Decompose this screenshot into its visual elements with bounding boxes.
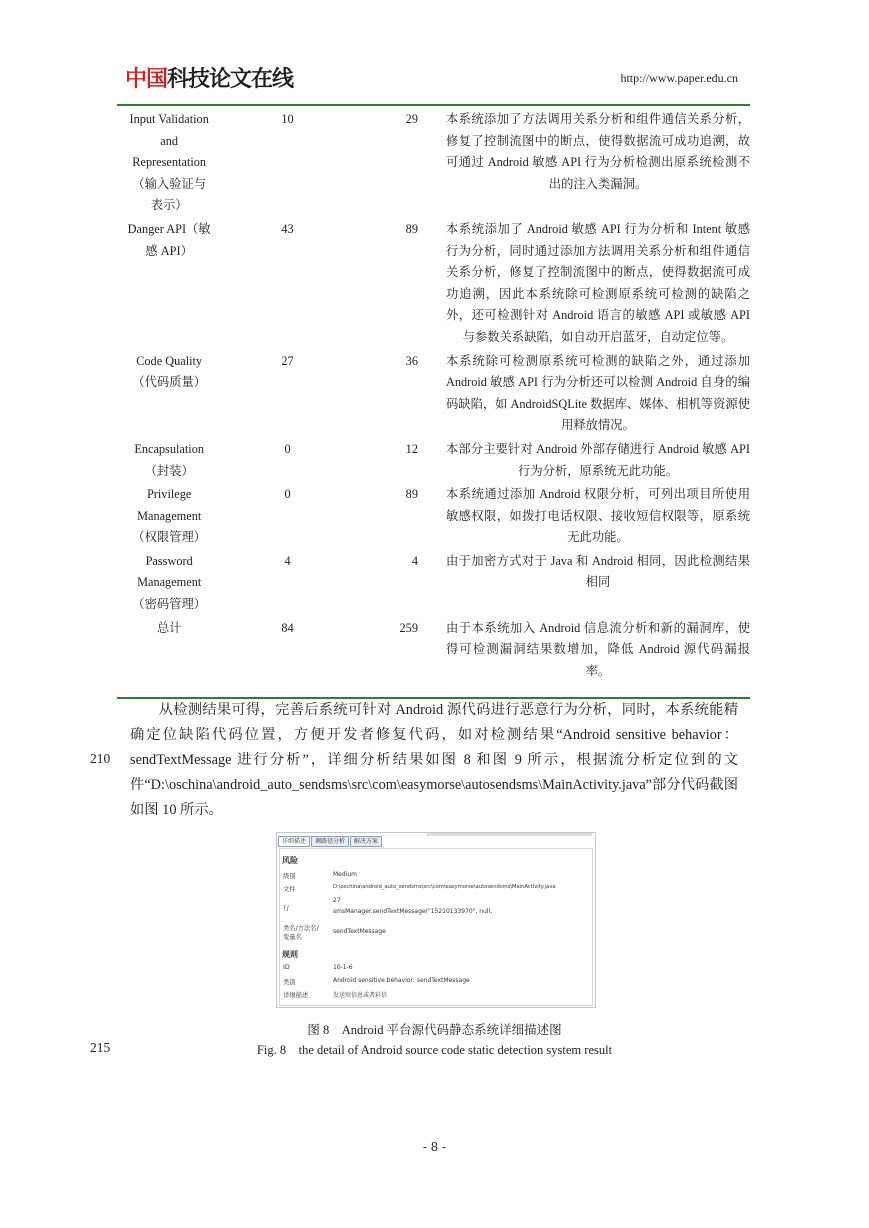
- improved-count-cell: 89: [405, 221, 418, 236]
- level-value: Medium: [333, 871, 357, 878]
- class-value: sendTextMessage: [333, 928, 386, 935]
- id-label: ID: [283, 964, 290, 971]
- level-label: 级别: [283, 873, 296, 880]
- figure-caption-en: Fig. 8 the detail of Android source code static detection system result: [256, 1043, 613, 1057]
- table-row: [117, 107, 750, 217]
- category-line: 总计: [156, 620, 182, 635]
- line-number-215: 215: [90, 1040, 111, 1055]
- line-number-value: 27: [333, 897, 341, 904]
- category-cell: [117, 482, 221, 549]
- improved-count-cell: 4: [411, 553, 418, 568]
- category-line: （密码管理）: [132, 597, 207, 612]
- description-cell: 本系统通过添加 Android 权限分析，可列出项目所使用敏感权限，如拨打电话权限、接收短信权限等，原系统无此功能。: [445, 487, 750, 545]
- original-count-cell: 0: [284, 487, 291, 502]
- category-cell: [117, 549, 221, 616]
- original-count-cell: 10: [281, 112, 294, 126]
- comparison-table: [117, 107, 750, 682]
- category-cell: [117, 616, 221, 683]
- paragraph-text: 从检测结果可得，完善后系统可针对 Android 源代码进行恶意行为分析，同时，本系统能精确定位缺陷代码位置，方便开发者修复代码，如对检测结果“Android sensitive behavior：sendTextMessage 进行分析”，详细分析结果如图 8 和图 9 所示，根据流分析定位到的文件“D:\oschina\android_auto_sendsms\src\com\easymorse\autosendsms\MainActivity.java”部分代码截图如图 10 所示。: [130, 702, 738, 818]
- category-line: Representation: [132, 155, 207, 170]
- tab-solution[interactable]: 解决方案: [350, 836, 382, 847]
- site-logo: [125, 62, 293, 93]
- category-cell: [117, 107, 221, 217]
- logo-red-text: 中国: [125, 67, 168, 92]
- category-line: Code Quality: [136, 353, 203, 368]
- figure-8-screenshot: [276, 832, 596, 1008]
- category-line: and: [160, 133, 179, 148]
- category-line: 感 API）: [145, 243, 193, 258]
- line-label: 行: [283, 905, 290, 912]
- category-line: Danger API（敏: [127, 221, 211, 236]
- tab-detail[interactable]: 详细描述: [278, 836, 310, 847]
- figure-caption-zh: 图 8 Android 平台源代码静态系统详细描述图: [307, 1023, 562, 1037]
- original-count-cell: 84: [281, 620, 294, 635]
- original-count-cell: 27: [281, 353, 294, 368]
- body-paragraph: [130, 698, 738, 823]
- line-number-210: 210: [90, 751, 111, 766]
- description-cell: 本部分主要针对 Android 外部存储进行 Android 敏感 API 行为分析，原系统无此功能。: [445, 441, 750, 478]
- category-line: 表示）: [150, 198, 188, 213]
- tab-path-analysis[interactable]: 调路径分析: [311, 836, 349, 847]
- description-cell: 本系统添加了 Android 敏感 API 行为分析和 Intent 敏感行为分析，同时通过添加方法调用关系分析和组件通信关系分析，修复了控制流图中的断点，使得数据流可成功追溯，因此本系统除可检测原系统可检测的缺陷之外，还可检测针对 Android 语言的敏感 API 或敏感 API 与参数关系缺陷，如自动开启蓝牙，自动定位等。: [445, 221, 750, 344]
- original-count-cell: 0: [284, 441, 291, 456]
- category-line: Privilege: [146, 487, 192, 502]
- table-row: [117, 217, 750, 349]
- category-cell: [117, 437, 221, 482]
- risk-heading: 风险: [282, 856, 298, 865]
- type-label: 类别: [283, 979, 296, 986]
- category-line: Management: [137, 508, 202, 523]
- category-cell: [117, 349, 221, 437]
- table-top-rule: [117, 104, 750, 106]
- description-cell: 由于加密方式对于 Java 和 Android 相同，因此检测结果相同: [445, 553, 750, 590]
- improved-count-cell: 12: [405, 441, 418, 456]
- description-cell: 由于本系统加入 Android 信息流分析和新的漏洞库，使得可检测漏洞结果数增加，降低 Android 源代码漏报率。: [445, 620, 750, 678]
- rule-heading: 规则: [282, 950, 298, 959]
- screenshot-titlebar: [427, 833, 592, 836]
- improved-count-cell: 259: [399, 620, 418, 635]
- original-count-cell: 4: [284, 553, 291, 568]
- category-line: （代码质量）: [132, 375, 207, 390]
- category-line: （输入验证与: [132, 176, 207, 191]
- screenshot-tabs: [277, 836, 382, 847]
- original-count-cell: 43: [281, 221, 294, 236]
- table-row: [117, 437, 750, 482]
- file-value: D:\oschina\android_auto_sendsms\src\com\easymorse\autosendsms\MainActivity.java: [333, 884, 556, 890]
- line-code-value: smsManager.sendTextMessage("15210133970", null,: [333, 908, 493, 915]
- category-line: （权限管理）: [132, 530, 207, 545]
- file-label: 文件: [283, 886, 296, 893]
- category-line: Password: [145, 553, 193, 568]
- page-number: - 8 -: [422, 1140, 447, 1154]
- description-cell: 本系统除可检测原系统可检测的缺陷之外，通过添加 Android 敏感 API 行为分析还可以检测 Android 自身的编码缺陷，如 AndroidSQLite 数据库、媒体、相机等资源使用释放情况。: [445, 353, 750, 433]
- header-url[interactable]: http://www.paper.edu.cn: [620, 71, 738, 85]
- type-value: Android sensitive behavior: sendTextMessage: [333, 977, 470, 984]
- class-label-2: 变量名: [283, 934, 302, 941]
- improved-count-cell: 29: [405, 112, 418, 126]
- desc-label: 详细描述: [283, 992, 309, 999]
- logo-dark-text: 科技论文在线: [167, 67, 294, 92]
- category-line: Encapsulation: [134, 441, 204, 456]
- category-cell: [117, 217, 221, 349]
- page-header: [125, 62, 738, 92]
- class-label-1: 类名/方法名/: [283, 925, 319, 932]
- id-value: 10-1-6: [333, 964, 353, 971]
- table-row: [117, 349, 750, 437]
- table-row: [117, 549, 750, 616]
- category-line: Input Validation: [129, 112, 209, 126]
- improved-count-cell: 89: [405, 487, 418, 502]
- table-row: [117, 616, 750, 683]
- category-line: Management: [137, 575, 202, 590]
- category-line: （封装）: [144, 463, 194, 478]
- improved-count-cell: 36: [405, 353, 418, 368]
- description-cell: 本系统添加了方法调用关系分析和组件通信关系分析，修复了控制流图中的断点，使得数据流可成功追溯，故可通过 Android 敏感 API 行为分析检测出原系统检测不出的注入类漏洞。: [445, 112, 750, 191]
- table-row: [117, 482, 750, 549]
- desc-value: 发送短信息或者彩信: [333, 992, 388, 999]
